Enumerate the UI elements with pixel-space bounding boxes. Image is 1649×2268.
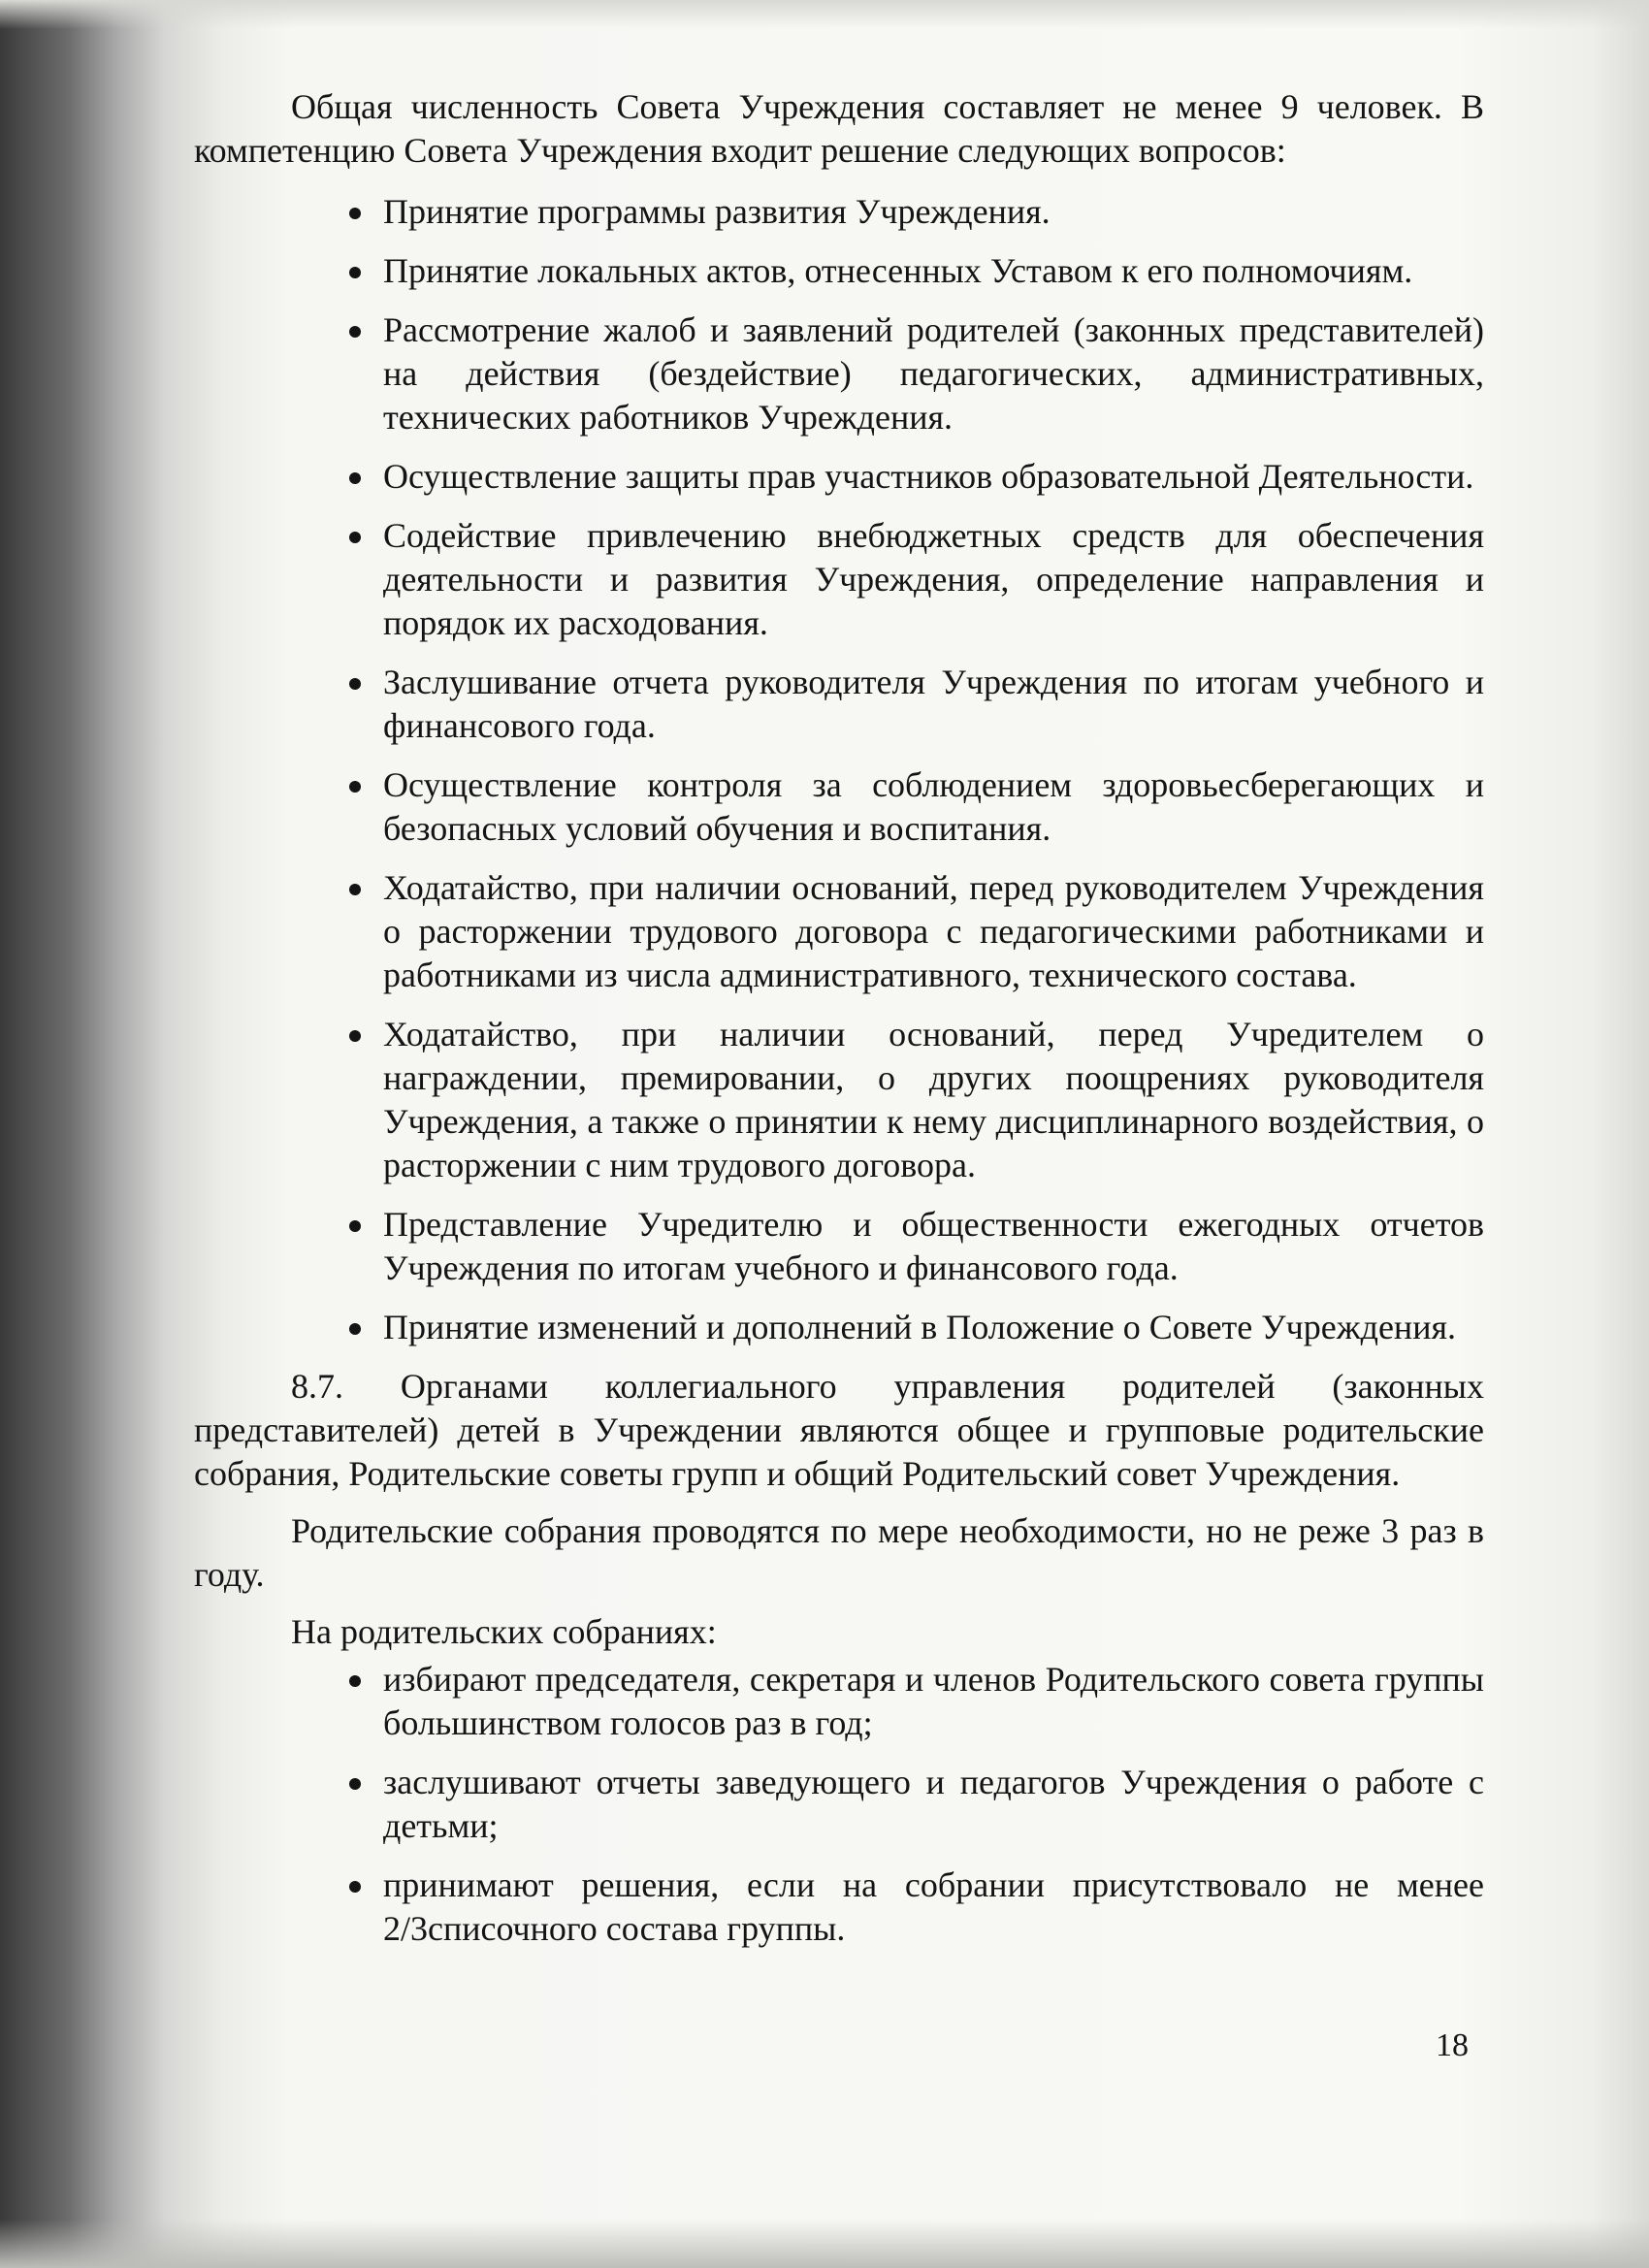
list-item: Принятие программы развития Учреждения.	[194, 190, 1484, 234]
list-item: Заслушивание отчета руководителя Учреждения по итогам учебного и финансового года.	[194, 661, 1484, 748]
list-item: Осуществление контроля за соблюдением здоровьесберегающих и безопасных условий обучения и воспитания.	[194, 763, 1484, 851]
bullet-icon	[349, 1675, 361, 1687]
clause-8-7: 8.7. Органами коллегиального управления родителей (законных представителей) детей в Учреждении являются общее и групповые родительские собрания, Родительские советы групп и общий Родительский совет Учреждения.	[194, 1367, 1484, 1493]
list-item: заслушивают отчеты заведующего и педагогов Учреждения о работе с детьми;	[194, 1761, 1484, 1848]
bullet-icon	[349, 781, 361, 793]
page-edge-shadow-top	[0, 0, 1649, 29]
list-item: Осуществление защиты прав участников образовательной Деятельности.	[194, 455, 1484, 499]
bullet-icon	[349, 1220, 361, 1232]
list-item: принимают решения, если на собрании присутствовало не менее 2/3списочного состава группы.	[194, 1863, 1484, 1951]
list-item: Представление Учредителю и общественности ежегодных отчетов Учреждения по итогам учебного и финансового года.	[194, 1203, 1484, 1290]
competence-list	[194, 190, 1484, 1349]
page-edge-shadow-bottom	[0, 2219, 1649, 2268]
bullet-icon	[349, 472, 361, 484]
document-body	[194, 85, 1484, 1966]
bullet-icon	[349, 1778, 361, 1790]
bullet-icon	[349, 208, 361, 219]
list-item: Ходатайство, при наличии оснований, перед руководителем Учреждения о расторжении трудового договора с педагогическими работниками и работниками из числа административного, технического состава.	[194, 866, 1484, 997]
bullet-icon	[349, 1881, 361, 1893]
meeting-list	[194, 1658, 1484, 1951]
list-item: Ходатайство, при наличии оснований, перед Учредителем о награждении, премировании, о других поощрениях руководителя Учреждения, а также о принятии к нему дисциплинарного воздействия, о расторжении с ним трудового договора.	[194, 1013, 1484, 1187]
bullet-icon	[349, 532, 361, 543]
list-item: Принятие изменений и дополнений в Положение о Совете Учреждения.	[194, 1306, 1484, 1349]
bullet-icon	[349, 884, 361, 895]
list-item: Рассмотрение жалоб и заявлений родителей (законных представителей) на действия (бездействие) педагогических, административных, технических работников Учреждения.	[194, 308, 1484, 439]
bullet-icon	[349, 267, 361, 278]
bullet-icon	[349, 1323, 361, 1335]
intro-paragraph: Общая численность Совета Учреждения составляет не менее 9 человек. В компетенцию Совета Учреждения входит решение следующих вопросов:	[194, 87, 1484, 170]
meetings-intro: На родительских собраниях:	[291, 1612, 717, 1651]
bullet-icon	[349, 326, 361, 338]
list-item: Содействие привлечению внебюджетных средств для обеспечения деятельности и развития Учреждения, определение направления и порядок их расходования.	[194, 514, 1484, 645]
meetings-frequency: Родительские собрания проводятся по мере необходимости, но не реже 3 раз в году.	[194, 1511, 1484, 1594]
list-item: избирают председателя, секретаря и членов Родительского совета группы большинством голосов раз в год;	[194, 1658, 1484, 1745]
bullet-icon	[349, 1030, 361, 1042]
bullet-icon	[349, 678, 361, 690]
list-item: Принятие локальных актов, отнесенных Уставом к его полномочиям.	[194, 249, 1484, 293]
page-number: 18	[1436, 2027, 1469, 2063]
